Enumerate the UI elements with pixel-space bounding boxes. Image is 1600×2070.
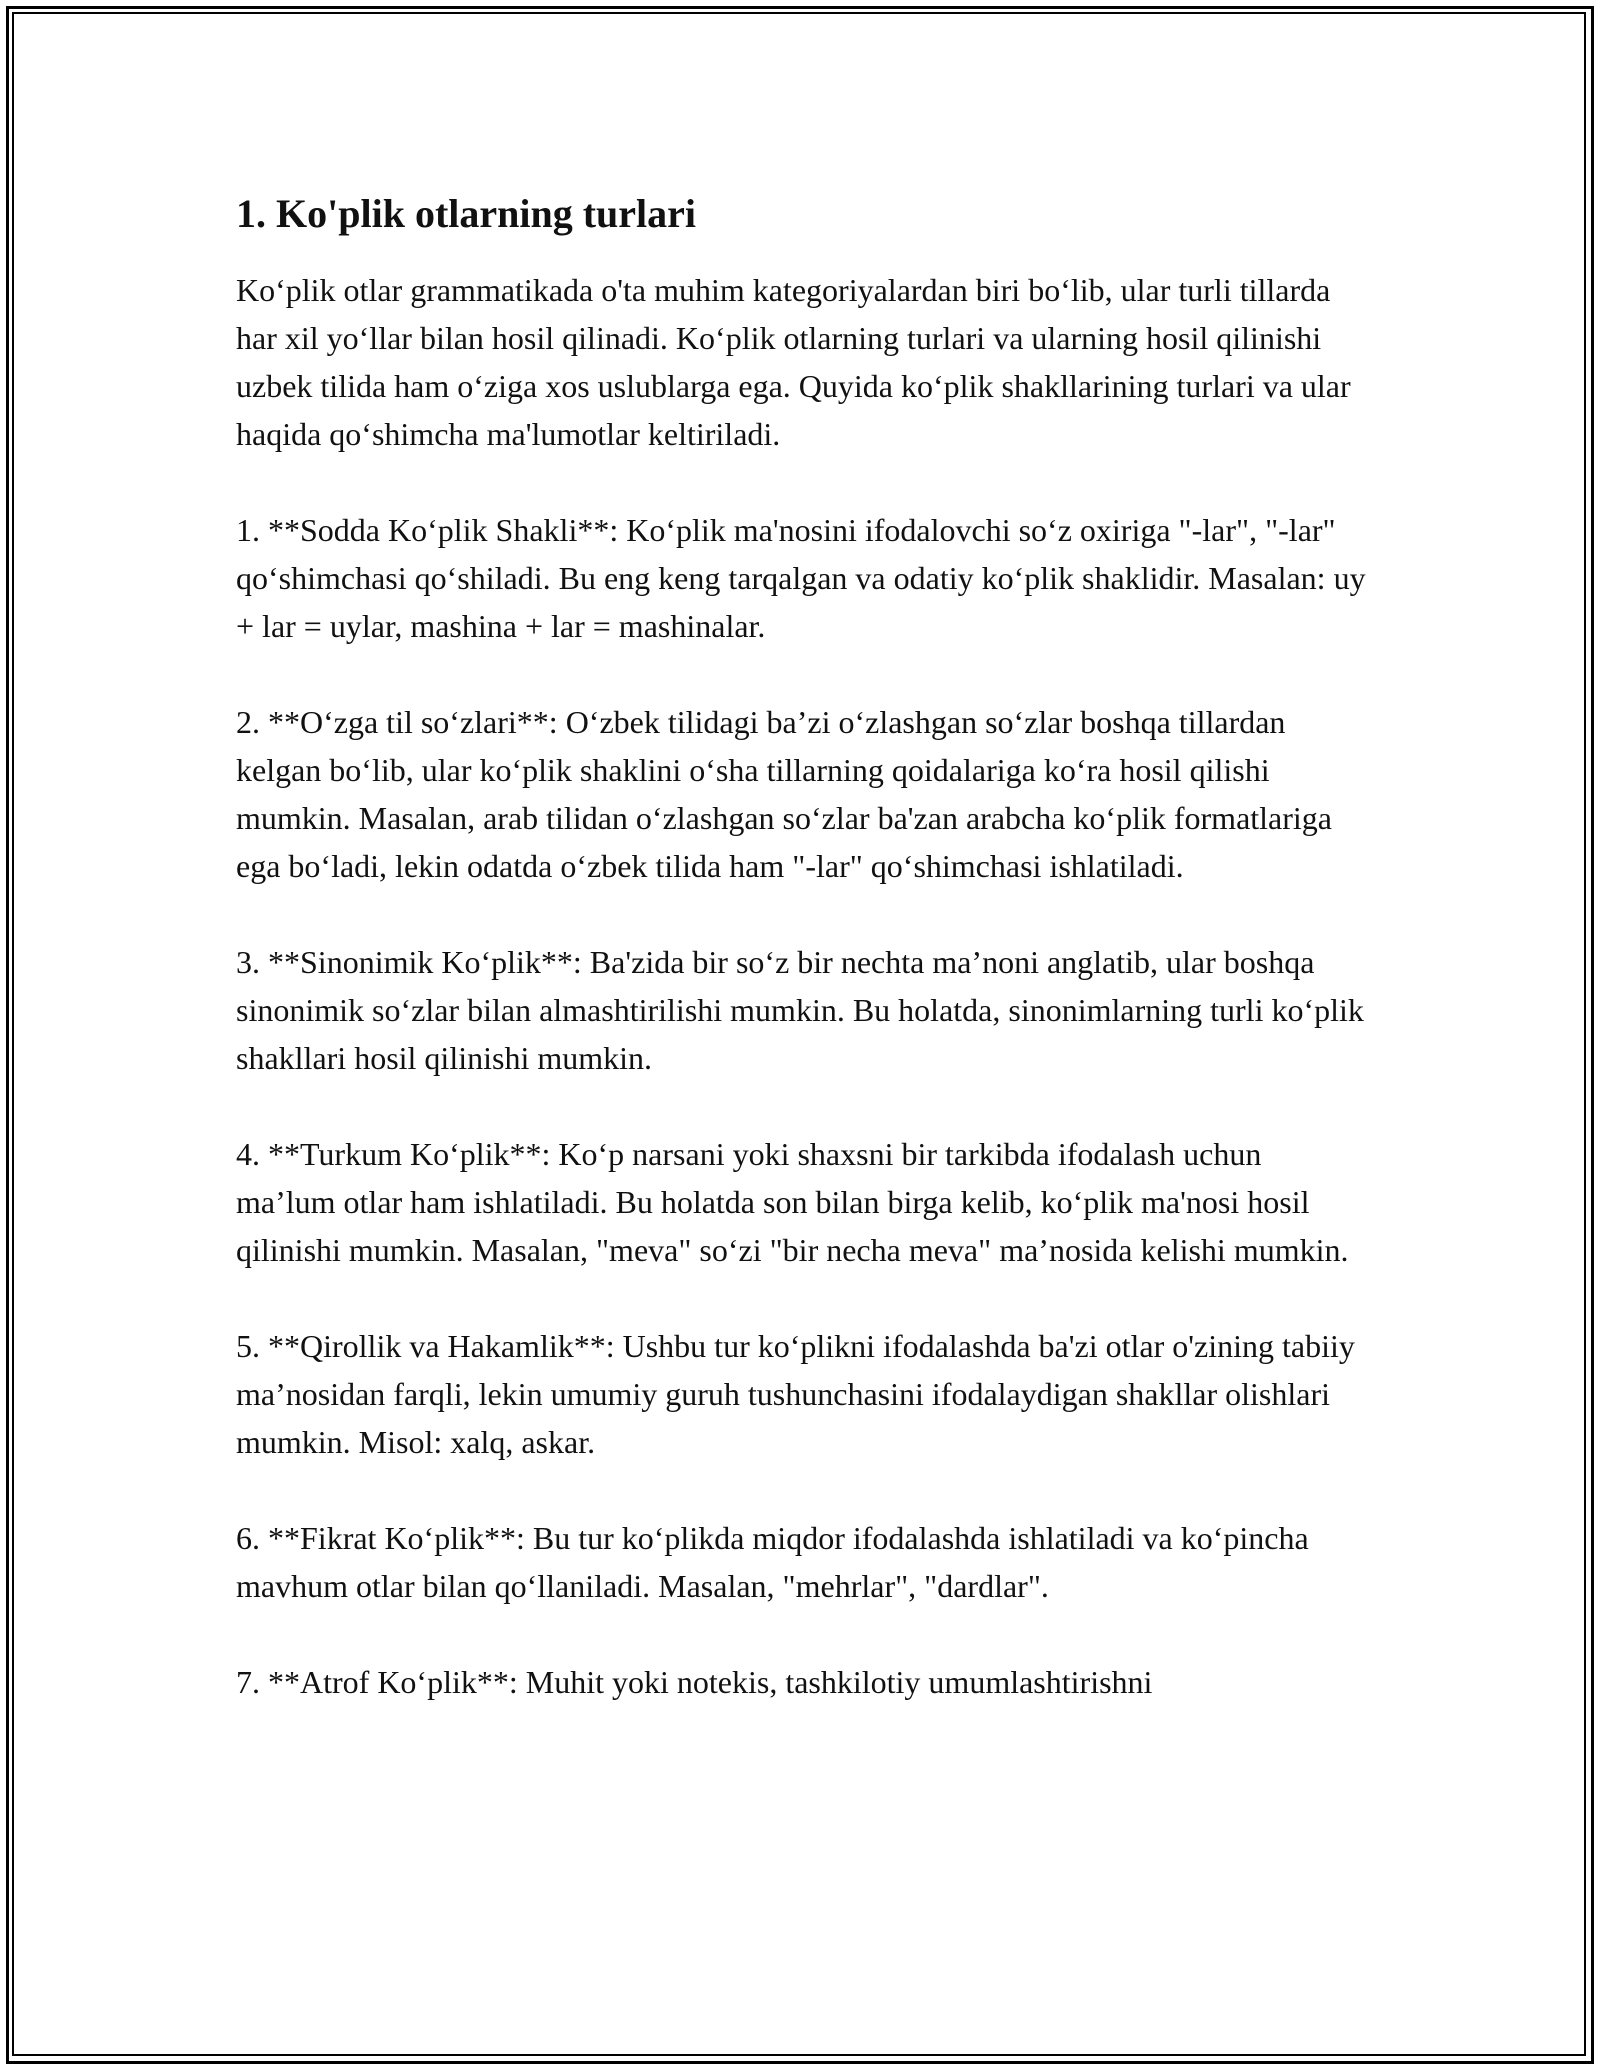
intro-paragraph: Ko‘plik otlar grammatikada o'ta muhim kategoriyalardan biri bo‘lib, ular turli tillarda har xil yo‘llar bilan hosil qilinadi. Ko‘plik otlarning turlari va ularning hosil qilinishi uzbek tilida ham o‘ziga xos uslublarga ega. Quyida ko‘plik shakllarining turlari va ular haqida qo‘shimcha ma'lumotlar keltiriladi. [236,272,1351,452]
list-item-4: 4. **Turkum Ko‘plik**: Ko‘p narsani yoki shaxsni bir tarkibda ifodalash uchun ma’lum otlar ham ishlatiladi. Bu holatda son bilan birga kelib, ko‘plik ma'nosi hosil qilinishi mumkin. Masalan, "meva" so‘zi "bir necha meva" ma’nosida kelishi mumkin. [236,1136,1349,1268]
list-item-2: 2. **O‘zga til so‘zlari**: O‘zbek tilidagi ba’zi o‘zlashgan so‘zlar boshqa tillardan kelgan bo‘lib, ular ko‘plik shaklini o‘sha tillarning qoidalariga ko‘ra hosil qilishi mumkin. Masalan, arab tilidan o‘zlashgan so‘zlar ba'zan arabcha ko‘plik formatlariga ega bo‘ladi, lekin odatda o‘zbek tilida ham "-lar" qo‘shimchasi ishlatiladi. [236,704,1332,884]
list-item-6: 6. **Fikrat Ko‘plik**: Bu tur ko‘plikda miqdor ifodalashda ishlatiladi va ko‘pincha mavhum otlar bilan qo‘llaniladi. Masalan, "mehrlar", "dardlar". [236,1520,1309,1604]
document-body [236,188,1366,1754]
list-item-7: 7. **Atrof Ko‘plik**: Muhit yoki notekis, tashkilotiy umumlashtirishni [236,1664,1153,1700]
list-item-3: 3. **Sinonimik Ko‘plik**: Ba'zida bir so‘z bir nechta ma’noni anglatib, ular boshqa sinonimik so‘zlar bilan almashtirilishi mumkin. Bu holatda, sinonimlarning turli ko‘plik shakllari hosil qilinishi mumkin. [236,944,1364,1076]
list-item-5: 5. **Qirollik va Hakamlik**: Ushbu tur ko‘plikni ifodalashda ba'zi otlar o'zining tabiiy ma’nosidan farqli, lekin umumiy guruh tushunchasini ifodalaydigan shakllar olishlari mumkin. Misol: xalq, askar. [236,1328,1355,1460]
document-title: 1. Ko'plik otlarning turlari [236,191,697,236]
list-item-1: 1. **Sodda Ko‘plik Shakli**: Ko‘plik ma'nosini ifodalovchi so‘z oxiriga "-lar", "-lar" qo‘shimchasi qo‘shiladi. Bu eng keng tarqalgan va odatiy ko‘plik shaklidir. Masalan: uy + lar = uylar, mashina + lar = mashinalar. [236,512,1366,644]
